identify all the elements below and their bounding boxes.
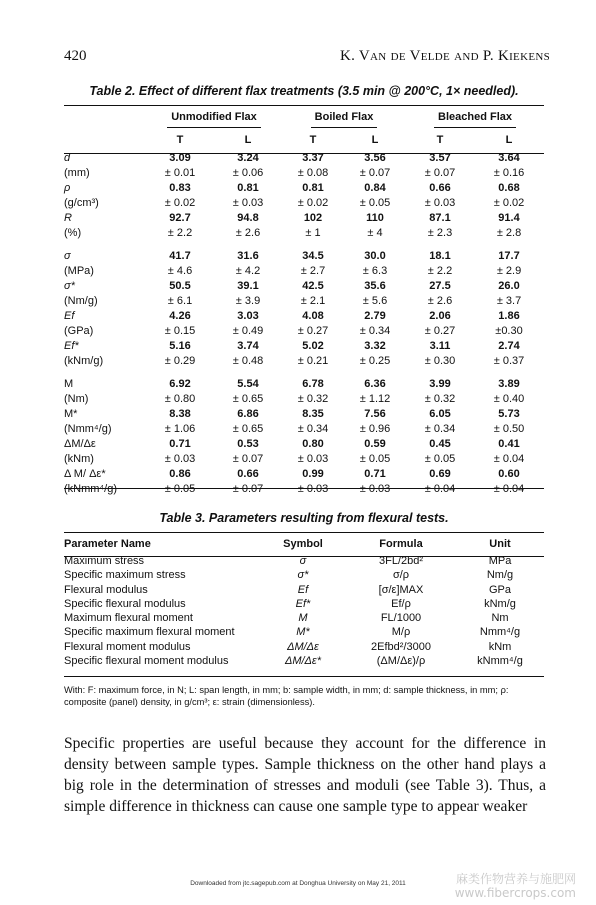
table2-cell: 0.83: [169, 182, 191, 194]
table3-cell: Ef/ρ: [391, 597, 411, 610]
table2-row-label: (mm): [64, 167, 90, 179]
table2-row-label: (Nm): [64, 393, 89, 405]
table2-cell: 3.74: [237, 340, 259, 352]
table2-cell: 1.86: [498, 310, 520, 322]
table2-cell: 2.06: [429, 310, 451, 322]
table2-row: [64, 226, 544, 241]
table2-row-label: Ef*: [64, 340, 79, 352]
table2-group-header: Unmodified Flax: [167, 110, 261, 128]
table2-cell: ± 0.06: [232, 167, 264, 179]
table2-header-rule: [64, 153, 544, 154]
table3-cell: FL/1000: [380, 612, 422, 625]
table2-row-label: M*: [64, 408, 78, 420]
table2-cell: ± 2.9: [496, 265, 522, 277]
table2-cell: 42.5: [302, 280, 324, 292]
table3-cell: M*: [296, 626, 310, 639]
table2-spacer-row: [64, 369, 544, 377]
table3-bottom-rule: [64, 676, 544, 677]
table2-cell: 34.5: [302, 250, 324, 262]
table3-cell: Ef: [297, 583, 309, 596]
table3-row: [64, 640, 544, 654]
table3-cell: M: [298, 612, 308, 625]
table2-row-label: ρ: [64, 182, 71, 194]
table2-cell: 0.66: [237, 468, 259, 480]
table2-cell: ± 0.03: [232, 197, 264, 209]
table2-cell: ± 0.07: [232, 483, 264, 495]
table2-cell: 41.7: [169, 250, 191, 262]
table3-cell: σ/ρ: [392, 569, 410, 582]
table2-cell: 3.56: [364, 152, 386, 164]
table2-cell: 27.5: [429, 280, 451, 292]
table2-cell: 3.03: [237, 310, 259, 322]
table3-cell: Nmm⁴/g: [479, 626, 521, 639]
table2-cell: 4.26: [169, 310, 191, 322]
table2-cell: ± 6.1: [167, 295, 193, 307]
table2-cell: ± 0.02: [297, 197, 329, 209]
table2-cell: ± 0.25: [359, 355, 391, 367]
table3-header-row: [64, 534, 544, 554]
table2-cell: ± 0.03: [297, 453, 329, 465]
table2-cell: 6.86: [237, 408, 259, 420]
table2-cell: 6.36: [364, 378, 386, 390]
table2-cell: 92.7: [169, 212, 191, 224]
table2-cell: ± 0.80: [164, 393, 196, 405]
table2-cell: 3.89: [498, 378, 520, 390]
table2-cell: ± 0.07: [424, 167, 456, 179]
table2-cell: 2.79: [364, 310, 386, 322]
table3-cell: Maximum stress: [64, 555, 145, 567]
table2-cell: 3.37: [302, 152, 324, 164]
table2-subheader: T: [309, 133, 317, 146]
table3-cell: (ΔM/Δε)/ρ: [376, 655, 426, 668]
table2-row-label: (GPa): [64, 325, 94, 337]
table2-cell: ± 4.2: [235, 265, 261, 277]
table2-row: [64, 482, 544, 497]
table3-header: Formula: [379, 537, 423, 550]
table2-cell: ± 0.30: [424, 355, 456, 367]
table3-row: [64, 583, 544, 597]
table2-cell: 0.68: [498, 182, 520, 194]
table2-cell: ± 0.96: [359, 423, 391, 435]
table2-cell: 31.6: [237, 250, 259, 262]
table3-footnote: With: F: maximum force, in N; L: span length, in mm; b: sample width, in mm; d: sample thickness, in mm; ρ: composite (panel) density, in g/cm³; ε: strain (dimensionless).: [64, 685, 509, 707]
table3-cell: 2Efbd²/3000: [371, 640, 431, 653]
table2-cell: ± 0.65: [232, 423, 264, 435]
watermark-line: www.fibercrops.com: [454, 886, 576, 900]
table2-cell: 39.1: [237, 280, 259, 292]
table2-cell: 3.99: [429, 378, 451, 390]
table2-group-header: Bleached Flax: [434, 110, 516, 128]
table2-cell: ± 0.32: [297, 393, 329, 405]
table2-caption: Table 2. Effect of different flax treatments (3.5 min @ 200°C, 1× needled).: [89, 84, 519, 98]
table2-cell: ± 4.6: [167, 265, 193, 277]
table2-cell: ± 3.9: [235, 295, 261, 307]
table3-cell: GPa: [488, 583, 511, 596]
table2-cell: ± 2.1: [300, 295, 326, 307]
table2-row-label: d: [64, 152, 71, 164]
table2-cell: 94.8: [237, 212, 259, 224]
table2-cell: 5.02: [302, 340, 324, 352]
table2-row: [64, 249, 544, 264]
watermark: [455, 872, 576, 900]
table2-row-label: (Nmm⁴/g): [64, 423, 112, 435]
table3-cell: Flexural modulus: [64, 583, 148, 596]
table3-caption: Table 3. Parameters resulting from flexural tests.: [159, 511, 449, 525]
table2-cell: ± 0.04: [493, 453, 525, 465]
table2-cell: ± 0.02: [493, 197, 525, 209]
table2-cell: 0.81: [302, 182, 324, 194]
table3-cell: Nm/g: [486, 569, 514, 582]
table3-header-rule: [64, 556, 544, 557]
table2-subheader: L: [371, 133, 379, 146]
table2-cell: 5.54: [237, 378, 259, 390]
table2-cell: ± 0.07: [359, 167, 391, 179]
table3-cell: σ*: [297, 569, 309, 582]
table2-cell: ± 2.6: [235, 227, 261, 239]
table2-cell: ± 0.03: [359, 483, 391, 495]
table2: [64, 109, 544, 497]
table2-cell: 18.1: [429, 250, 451, 262]
table2-row-label: (g/cm³): [64, 197, 99, 209]
table3-cell: Specific maximum stress: [64, 569, 186, 582]
table3-header: Symbol: [283, 537, 323, 550]
table3-row: [64, 654, 544, 668]
table2-row: [64, 264, 544, 279]
table2-cell: ± 2.6: [427, 295, 453, 307]
table3-cell: ΔM/Δε*: [284, 655, 322, 668]
table3-header: Parameter Name: [64, 537, 151, 550]
table2-row: [64, 407, 544, 422]
table2-cell: ± 2.3: [427, 227, 453, 239]
table2-cell: ± 2.2: [167, 227, 193, 239]
table2-cell: 0.41: [498, 438, 520, 450]
table2-cell: 3.57: [429, 152, 451, 164]
table3-row: [64, 625, 544, 639]
table3-cell: Ef*: [295, 597, 311, 610]
table2-cell: ± 4: [367, 227, 383, 239]
table2-cell: ± 2.7: [300, 265, 326, 277]
table2-cell: 0.71: [169, 438, 191, 450]
table3-cell: M/ρ: [391, 626, 411, 639]
table3-cell: kNmm⁴/g: [477, 655, 523, 668]
table2-cell: 91.4: [498, 212, 520, 224]
table2-row: [64, 294, 544, 309]
table2-cell: ± 0.05: [164, 483, 196, 495]
table3-cell: ΔM/Δε: [287, 640, 319, 653]
table2-cell: ± 0.27: [297, 325, 329, 337]
table2-cell: ± 3.7: [496, 295, 522, 307]
table2-row: [64, 467, 544, 482]
table2-top-rule: [64, 105, 544, 106]
table2-cell: ± 6.3: [362, 265, 388, 277]
table2-cell: 0.66: [429, 182, 451, 194]
table2-row: [64, 377, 544, 392]
table2-row-label: σ*: [64, 280, 75, 292]
table3-cell: [σ/ε]MAX: [378, 583, 424, 596]
table2-cell: 0.53: [237, 438, 259, 450]
table2-cell: 7.56: [364, 408, 386, 420]
table2-row-label: σ: [64, 250, 71, 262]
page-number: 420: [64, 48, 87, 64]
table3-cell: Nm: [491, 612, 509, 625]
table2-cell: ± 0.04: [493, 483, 525, 495]
table2-cell: 2.74: [498, 340, 520, 352]
table3-row: [64, 611, 544, 625]
table3-cell: MPa: [488, 555, 512, 567]
table2-cell: 102: [303, 212, 323, 224]
table2-cell: 6.92: [169, 378, 191, 390]
table2-cell: 26.0: [498, 280, 520, 292]
table2-cell: 0.69: [429, 468, 451, 480]
table2-row: [64, 452, 544, 467]
table2-row: [64, 422, 544, 437]
table2-row: [64, 196, 544, 211]
table2-cell: ±0.30: [495, 325, 523, 337]
table3-row: [64, 597, 544, 611]
table2-cell: 30.0: [364, 250, 386, 262]
table3-cell: kNm/g: [484, 597, 516, 610]
table3-cell: Flexural moment modulus: [64, 640, 191, 653]
table2-cell: ± 0.05: [359, 453, 391, 465]
table2-cell: ± 0.04: [424, 483, 456, 495]
table2-row-label: (%): [64, 227, 82, 239]
table2-cell: 87.1: [429, 212, 451, 224]
table2-cell: 0.80: [302, 438, 324, 450]
table2-cell: ± 2.2: [427, 265, 453, 277]
table2-row-label: R: [64, 212, 72, 224]
table2-cell: ± 0.21: [297, 355, 329, 367]
table3-cell: σ: [299, 555, 307, 567]
table2-row-label: (kNmm⁴/g): [64, 483, 117, 495]
table2-cell: ± 0.50: [493, 423, 525, 435]
table2-row: [64, 339, 544, 354]
table2-row: [64, 437, 544, 452]
table2-cell: ± 0.34: [359, 325, 391, 337]
table3-cell: kNm: [488, 640, 512, 653]
table2-cell: 50.5: [169, 280, 191, 292]
table2-group-header-row: [64, 109, 544, 129]
table2-row: [64, 392, 544, 407]
table2-cell: ± 0.15: [164, 325, 196, 337]
table2-cell: 3.32: [364, 340, 386, 352]
table2-row: [64, 309, 544, 324]
table2-cell: 0.81: [237, 182, 259, 194]
table2-subheader: L: [505, 133, 513, 146]
table3: [64, 534, 544, 668]
table2-cell: ± 0.05: [359, 197, 391, 209]
table2-row-label: Ef: [64, 310, 75, 322]
table2-cell: ± 1: [305, 227, 321, 239]
running-header: [64, 48, 550, 66]
table2-row-label: (kNm/g): [64, 355, 104, 367]
table2-row-label: (Nm/g): [64, 295, 98, 307]
table2-row: [64, 211, 544, 226]
table2-cell: ± 2.8: [496, 227, 522, 239]
table2-row-label: (MPa): [64, 265, 94, 277]
table2-cell: ± 0.32: [424, 393, 456, 405]
table2-cell: 3.24: [237, 152, 259, 164]
running-authors: K. Van de Velde and P. Kiekens: [339, 48, 550, 64]
table2-cell: ± 0.48: [232, 355, 264, 367]
table2-cell: 8.38: [169, 408, 191, 420]
table2-row-label: (kNm): [64, 453, 94, 465]
table2-cell: ± 0.27: [424, 325, 456, 337]
table2-cell: ± 0.03: [164, 453, 196, 465]
table2-cell: 3.11: [429, 340, 451, 352]
table2-cell: ± 0.07: [232, 453, 264, 465]
download-note: Downloaded from jtc.sagepub.com at Donghua University on May 21, 2011: [190, 880, 406, 887]
table2-cell: 5.16: [169, 340, 191, 352]
table2-row-label: Δ M/ Δε*: [64, 468, 106, 480]
table2-cell: 3.64: [498, 152, 520, 164]
table2-row: [64, 166, 544, 181]
table2-cell: 0.60: [498, 468, 520, 480]
table2-cell: 0.86: [169, 468, 191, 480]
table2-subheader: T: [436, 133, 444, 146]
table2-cell: ± 0.02: [164, 197, 196, 209]
table2-row-label: ΔM/Δε: [64, 438, 96, 450]
table2-subheader-row: [64, 129, 544, 151]
table2-cell: ± 0.65: [232, 393, 264, 405]
table2-spacer-row: [64, 241, 544, 249]
table2-cell: ± 1.12: [359, 393, 391, 405]
table2-cell: ± 0.34: [297, 423, 329, 435]
table2-cell: ± 0.49: [232, 325, 264, 337]
table3-top-rule: [64, 532, 544, 533]
table2-cell: ± 0.34: [424, 423, 456, 435]
table2-row: [64, 354, 544, 369]
table2-row: [64, 181, 544, 196]
table2-cell: ± 0.29: [164, 355, 196, 367]
table2-cell: 0.59: [364, 438, 386, 450]
table2-row-label: M: [64, 378, 74, 390]
table2-cell: ± 0.03: [424, 197, 456, 209]
table3-cell: Maximum flexural moment: [64, 612, 193, 625]
table2-cell: ± 0.03: [297, 483, 329, 495]
table2-cell: 110: [366, 212, 384, 224]
table3-row: [64, 568, 544, 582]
table2-cell: 8.35: [302, 408, 324, 420]
table2-row: [64, 279, 544, 294]
table2-row: [64, 324, 544, 339]
table2-subheader: L: [244, 133, 252, 146]
table3-cell: 3FL/2bd²: [378, 555, 424, 567]
table3-cell: Specific flexural moment modulus: [64, 655, 229, 668]
table2-subheader: T: [176, 133, 184, 146]
table2-group-header: Boiled Flax: [311, 110, 378, 128]
watermark-line: 麻类作物营养与施肥网: [455, 872, 576, 886]
table2-cell: 17.7: [498, 250, 520, 262]
table2-cell: ± 1.06: [164, 423, 196, 435]
table2-cell: 35.6: [364, 280, 386, 292]
table2-cell: 6.78: [302, 378, 324, 390]
table3-header: Unit: [489, 537, 511, 550]
table2-cell: 5.73: [498, 408, 520, 420]
body-paragraph: Specific properties are useful because they account for the difference in density between sample types. Sample thickness on the other hand plays a big role in the determination of stresses and moduli (see Table 3). Thus, a simple difference in thickness can cause one sample type to appear weaker: [64, 735, 546, 815]
table2-cell: ± 5.6: [362, 295, 388, 307]
table2-cell: 0.71: [364, 468, 386, 480]
table2-cell: ± 0.37: [493, 355, 525, 367]
table2-cell: ± 0.16: [493, 167, 525, 179]
table2-cell: ± 0.08: [297, 167, 329, 179]
table3-cell: Specific flexural modulus: [64, 597, 186, 610]
table2-bottom-rule: [64, 488, 544, 489]
table2-cell: 0.99: [302, 468, 324, 480]
table2-cell: ± 0.01: [164, 167, 196, 179]
table2-cell: 6.05: [429, 408, 451, 420]
table3-cell: Specific maximum flexural moment: [64, 626, 235, 639]
table2-cell: 4.08: [302, 310, 324, 322]
table2-cell: ± 0.40: [493, 393, 525, 405]
table2-cell: 0.45: [429, 438, 451, 450]
table2-cell: ± 0.05: [424, 453, 456, 465]
table2-cell: 3.09: [169, 152, 191, 164]
table2-cell: 0.84: [364, 182, 386, 194]
